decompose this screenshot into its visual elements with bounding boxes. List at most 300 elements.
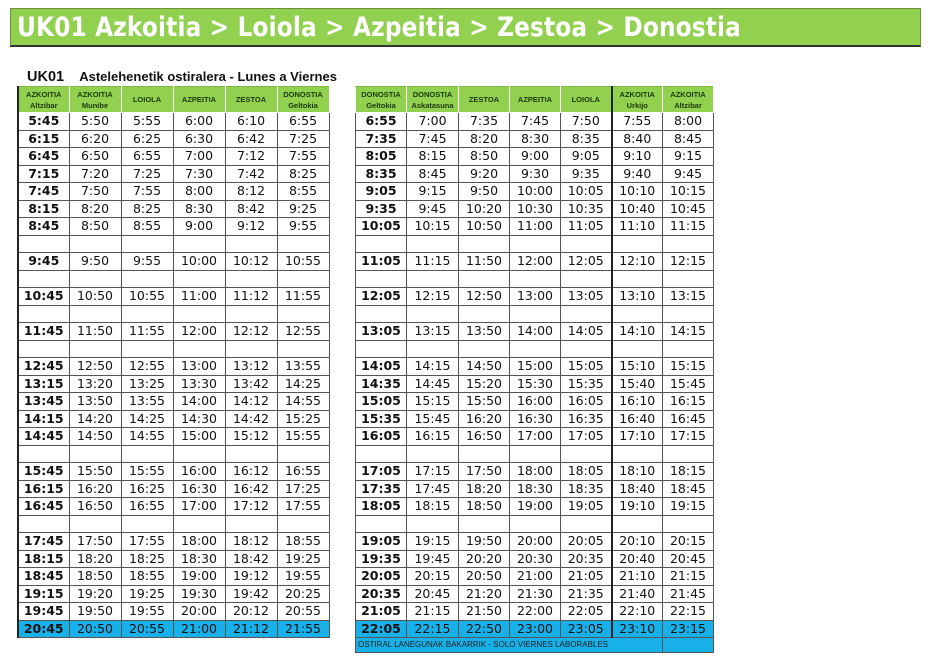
stop-time: 10:00 xyxy=(510,183,561,201)
stop-time: 6:20 xyxy=(69,130,121,148)
timetable-row xyxy=(356,218,714,236)
stop-time: 16:55 xyxy=(277,463,329,481)
stop-time: 22:15 xyxy=(407,620,459,638)
stop-time: 15:12 xyxy=(225,428,277,446)
departure-time: 8:45 xyxy=(18,218,69,236)
departure-time: 8:15 xyxy=(18,200,69,218)
stop-time: 20:35 xyxy=(561,550,612,568)
blank-row xyxy=(356,305,714,323)
stop-time xyxy=(561,235,612,253)
stop-time: 8:40 xyxy=(612,130,663,148)
stop-time: 16:50 xyxy=(459,428,510,446)
stop-time: 15:45 xyxy=(407,410,459,428)
stop-time: 16:12 xyxy=(225,463,277,481)
column-header-donostia-geltokia xyxy=(356,87,407,113)
stop-time: 16:35 xyxy=(561,410,612,428)
stop-time: 8:55 xyxy=(277,183,329,201)
stop-time: 14:50 xyxy=(69,428,121,446)
departure-time: 8:05 xyxy=(356,148,407,166)
departure-time: 12:05 xyxy=(356,288,407,306)
stop-time: 16:55 xyxy=(121,498,173,516)
departure-time: 7:15 xyxy=(18,165,69,183)
timetable-row xyxy=(356,288,714,306)
stop-time xyxy=(612,235,663,253)
timetable-row xyxy=(18,358,329,376)
departure-time: 9:05 xyxy=(356,183,407,201)
stop-time: 12:50 xyxy=(69,358,121,376)
stop-time: 16:25 xyxy=(121,480,173,498)
timetable-row xyxy=(18,480,329,498)
stop-time: 14:20 xyxy=(69,410,121,428)
stop-name: AZKOITIA xyxy=(26,89,62,99)
stop-time xyxy=(510,305,561,323)
stop-time: 13:05 xyxy=(561,288,612,306)
stop-name: DONOSTIA xyxy=(412,89,453,99)
stop-subname: Geltokia xyxy=(366,100,396,110)
inbound-timetable xyxy=(355,86,714,653)
departure-time: 14:45 xyxy=(18,428,69,446)
blank-row xyxy=(18,445,329,463)
stop-time: 11:50 xyxy=(459,253,510,271)
stop-time: 8:50 xyxy=(69,218,121,236)
stop-time xyxy=(121,445,173,463)
departure-time xyxy=(18,340,69,358)
departure-time: 17:05 xyxy=(356,463,407,481)
timetable-row xyxy=(356,113,714,131)
timetable-row xyxy=(18,148,329,166)
stop-time: 15:50 xyxy=(459,393,510,411)
stop-time xyxy=(663,235,714,253)
stop-time: 20:55 xyxy=(121,620,173,638)
timetable-row xyxy=(18,130,329,148)
departure-time: 6:55 xyxy=(356,113,407,131)
stop-time: 7:25 xyxy=(121,165,173,183)
stop-time: 18:00 xyxy=(510,463,561,481)
stop-time: 15:20 xyxy=(459,375,510,393)
stop-time: 8:55 xyxy=(121,218,173,236)
stop-time: 18:10 xyxy=(612,463,663,481)
stop-time: 12:05 xyxy=(561,253,612,271)
departure-time: 14:05 xyxy=(356,358,407,376)
stop-time: 15:35 xyxy=(561,375,612,393)
stop-time: 8:42 xyxy=(225,200,277,218)
stop-time: 9:15 xyxy=(407,183,459,201)
stop-name: AZPEITIA xyxy=(181,95,217,104)
stop-time xyxy=(510,515,561,533)
stop-time: 13:00 xyxy=(173,358,225,376)
stop-time xyxy=(612,515,663,533)
stop-time xyxy=(225,305,277,323)
timetable-row xyxy=(18,498,329,516)
column-header-azpeitia xyxy=(173,87,225,113)
departure-time xyxy=(18,235,69,253)
stop-name: AZKOITIA xyxy=(670,89,706,99)
stop-time: 9:10 xyxy=(612,148,663,166)
departure-time: 13:15 xyxy=(18,375,69,393)
stop-time: 10:45 xyxy=(663,200,714,218)
timetable-row xyxy=(18,620,329,638)
departure-time: 22:05 xyxy=(356,620,407,638)
stop-time: 5:55 xyxy=(121,113,173,131)
stop-time: 18:45 xyxy=(663,480,714,498)
stop-time xyxy=(69,340,121,358)
timetable-row xyxy=(18,375,329,393)
stop-name: DONOSTIA xyxy=(283,89,323,99)
stop-subname: Altzibar xyxy=(674,100,702,110)
stop-time: 20:50 xyxy=(459,568,510,586)
timetable-row xyxy=(18,253,329,271)
stop-time xyxy=(121,340,173,358)
stop-time: 9:55 xyxy=(121,253,173,271)
departure-time: 21:05 xyxy=(356,603,407,621)
stop-time: 14:30 xyxy=(173,410,225,428)
stop-time: 11:05 xyxy=(561,218,612,236)
stop-time: 21:40 xyxy=(612,585,663,603)
stop-name: ZESTOA xyxy=(468,95,500,104)
stop-time: 22:10 xyxy=(612,603,663,621)
stop-subname: Altzibar xyxy=(29,100,58,110)
stop-time xyxy=(69,235,121,253)
timetable-row xyxy=(18,165,329,183)
stop-time: 9:25 xyxy=(277,200,329,218)
timetable-row xyxy=(18,113,329,131)
stop-time: 20:50 xyxy=(69,620,121,638)
blank-row xyxy=(18,515,329,533)
stop-time: 11:00 xyxy=(173,288,225,306)
stop-time: 11:55 xyxy=(121,323,173,341)
stop-time xyxy=(561,305,612,323)
stop-time: 19:00 xyxy=(173,568,225,586)
stop-time: 20:00 xyxy=(173,603,225,621)
departure-time: 11:45 xyxy=(18,323,69,341)
stop-time: 8:45 xyxy=(407,165,459,183)
stop-time: 18:55 xyxy=(277,533,329,551)
departure-time: 14:15 xyxy=(18,410,69,428)
stop-time: 12:55 xyxy=(121,358,173,376)
route-title-bar xyxy=(10,8,921,47)
timetable-row xyxy=(356,463,714,481)
departure-time xyxy=(18,445,69,463)
stop-time: 12:00 xyxy=(173,323,225,341)
stop-time xyxy=(561,340,612,358)
stop-time: 10:12 xyxy=(225,253,277,271)
departure-time: 14:35 xyxy=(356,375,407,393)
departure-time: 6:45 xyxy=(18,148,69,166)
stop-time: 18:05 xyxy=(561,463,612,481)
stop-time xyxy=(407,445,459,463)
stop-time xyxy=(407,235,459,253)
stop-time: 18:35 xyxy=(561,480,612,498)
stop-time xyxy=(225,340,277,358)
stop-name: ZESTOA xyxy=(235,95,267,104)
timetable-row xyxy=(356,183,714,201)
stop-time: 13:15 xyxy=(663,288,714,306)
stop-time: 18:30 xyxy=(510,480,561,498)
stop-name: LOIOLA xyxy=(132,95,162,104)
stop-time: 16:30 xyxy=(510,410,561,428)
stop-time xyxy=(407,270,459,288)
blank-row xyxy=(356,340,714,358)
departure-time: 16:45 xyxy=(18,498,69,516)
inbound-footnote-row xyxy=(356,638,714,653)
stop-time: 14:42 xyxy=(225,410,277,428)
stop-time: 10:55 xyxy=(277,253,329,271)
timetable-row xyxy=(356,148,714,166)
stop-time: 23:15 xyxy=(663,620,714,638)
stop-time xyxy=(277,515,329,533)
departure-time: 10:45 xyxy=(18,288,69,306)
stop-time xyxy=(407,305,459,323)
line-code: UK01 xyxy=(27,69,65,85)
stop-time: 14:00 xyxy=(173,393,225,411)
departure-time: 15:45 xyxy=(18,463,69,481)
stop-time: 12:50 xyxy=(459,288,510,306)
timetable-row xyxy=(18,585,329,603)
stop-time: 11:15 xyxy=(663,218,714,236)
stop-time xyxy=(173,340,225,358)
stop-time: 18:00 xyxy=(173,533,225,551)
stop-time xyxy=(612,305,663,323)
timetable-row xyxy=(356,200,714,218)
stop-time xyxy=(663,445,714,463)
stop-time: 19:50 xyxy=(69,603,121,621)
departure-time: 7:35 xyxy=(356,130,407,148)
stop-time: 7:50 xyxy=(69,183,121,201)
stop-time: 6:42 xyxy=(225,130,277,148)
stop-time: 6:25 xyxy=(121,130,173,148)
stop-time: 18:40 xyxy=(612,480,663,498)
stop-time: 22:50 xyxy=(459,620,510,638)
stop-time: 10:30 xyxy=(510,200,561,218)
stop-time: 13:12 xyxy=(225,358,277,376)
stop-time: 14:45 xyxy=(407,375,459,393)
stop-time: 18:55 xyxy=(121,568,173,586)
stop-time: 13:15 xyxy=(407,323,459,341)
timetable-row xyxy=(18,463,329,481)
stop-time: 12:10 xyxy=(612,253,663,271)
timetable-row xyxy=(356,480,714,498)
stop-time: 7:55 xyxy=(121,183,173,201)
departure-time: 9:45 xyxy=(18,253,69,271)
stop-time: 19:10 xyxy=(612,498,663,516)
stop-time: 18:20 xyxy=(459,480,510,498)
stop-time: 15:00 xyxy=(510,358,561,376)
column-header-donostia-geltokia xyxy=(277,87,329,113)
departure-time: 18:45 xyxy=(18,568,69,586)
stop-time xyxy=(459,340,510,358)
stop-time xyxy=(277,340,329,358)
departure-time: 10:05 xyxy=(356,218,407,236)
stop-time: 18:15 xyxy=(407,498,459,516)
departure-time: 18:05 xyxy=(356,498,407,516)
stop-time xyxy=(612,445,663,463)
stop-time: 13:00 xyxy=(510,288,561,306)
column-header-loiola xyxy=(121,87,173,113)
stop-time xyxy=(510,270,561,288)
departure-time xyxy=(18,270,69,288)
blank-row xyxy=(18,235,329,253)
timetable-row xyxy=(356,410,714,428)
stop-subname: Munibe xyxy=(81,100,109,110)
departure-time: 16:15 xyxy=(18,480,69,498)
stop-time: 8:20 xyxy=(69,200,121,218)
timetable-row xyxy=(18,533,329,551)
stop-time: 15:15 xyxy=(663,358,714,376)
departure-time: 7:45 xyxy=(18,183,69,201)
inbound-body xyxy=(356,113,714,638)
timetable-row xyxy=(356,253,714,271)
stop-time xyxy=(459,270,510,288)
stop-time: 21:20 xyxy=(459,585,510,603)
column-header-azpeitia xyxy=(510,87,561,113)
stop-time: 20:15 xyxy=(663,533,714,551)
stop-time: 18:12 xyxy=(225,533,277,551)
stop-time: 7:00 xyxy=(407,113,459,131)
departure-time: 8:35 xyxy=(356,165,407,183)
outbound-timetable xyxy=(17,86,330,638)
stop-time xyxy=(510,235,561,253)
stop-time: 19:30 xyxy=(173,585,225,603)
departure-time: 11:05 xyxy=(356,253,407,271)
column-header-azkoitia-munibe xyxy=(69,87,121,113)
stop-time: 10:20 xyxy=(459,200,510,218)
blank-row xyxy=(356,445,714,463)
stop-time: 8:20 xyxy=(459,130,510,148)
stop-time: 17:25 xyxy=(277,480,329,498)
stop-time: 19:55 xyxy=(121,603,173,621)
stop-time: 8:15 xyxy=(407,148,459,166)
stop-time: 17:55 xyxy=(277,498,329,516)
stop-time: 9:55 xyxy=(277,218,329,236)
stop-time: 18:15 xyxy=(663,463,714,481)
stop-time: 16:30 xyxy=(173,480,225,498)
stop-time xyxy=(561,445,612,463)
stop-time xyxy=(173,235,225,253)
blank-row xyxy=(356,270,714,288)
stop-time xyxy=(663,305,714,323)
stop-time: 21:15 xyxy=(407,603,459,621)
stop-time: 19:12 xyxy=(225,568,277,586)
stop-time: 7:42 xyxy=(225,165,277,183)
stop-time: 18:50 xyxy=(69,568,121,586)
timetable-row xyxy=(18,568,329,586)
stop-time: 16:40 xyxy=(612,410,663,428)
stop-time xyxy=(69,515,121,533)
stop-time: 23:05 xyxy=(561,620,612,638)
column-header-zestoa xyxy=(225,87,277,113)
stop-time: 17:50 xyxy=(69,533,121,551)
blank-row xyxy=(18,305,329,323)
stop-time: 14:05 xyxy=(561,323,612,341)
blank-row xyxy=(18,340,329,358)
stop-time: 15:55 xyxy=(121,463,173,481)
stop-time: 22:00 xyxy=(510,603,561,621)
stop-time xyxy=(225,235,277,253)
stop-time: 13:50 xyxy=(459,323,510,341)
stop-time: 10:05 xyxy=(561,183,612,201)
blank-row xyxy=(18,270,329,288)
schedule-subtitle xyxy=(27,69,337,85)
departure-time xyxy=(356,515,407,533)
stop-time: 14:25 xyxy=(277,375,329,393)
stop-time: 9:45 xyxy=(407,200,459,218)
stop-time: 10:10 xyxy=(612,183,663,201)
stop-time: 13:42 xyxy=(225,375,277,393)
stop-time: 16:15 xyxy=(663,393,714,411)
stop-time: 6:55 xyxy=(121,148,173,166)
stop-time xyxy=(407,340,459,358)
departure-time xyxy=(356,235,407,253)
stop-time xyxy=(663,270,714,288)
timetable-row xyxy=(18,288,329,306)
stop-time: 19:00 xyxy=(510,498,561,516)
stop-time: 9:12 xyxy=(225,218,277,236)
stop-time: 7:20 xyxy=(69,165,121,183)
stop-time: 13:10 xyxy=(612,288,663,306)
stop-time xyxy=(561,270,612,288)
stop-time xyxy=(459,445,510,463)
departure-time: 17:45 xyxy=(18,533,69,551)
stop-time: 9:00 xyxy=(173,218,225,236)
stop-name: DONOSTIA xyxy=(361,89,401,99)
stop-time: 17:15 xyxy=(663,428,714,446)
stop-time: 16:42 xyxy=(225,480,277,498)
stop-time: 8:30 xyxy=(510,130,561,148)
outbound-body xyxy=(18,113,329,638)
stop-time: 21:05 xyxy=(561,568,612,586)
departure-time: 19:05 xyxy=(356,533,407,551)
stop-time xyxy=(277,235,329,253)
departure-time xyxy=(356,445,407,463)
column-header-zestoa xyxy=(459,87,510,113)
stop-time: 20:10 xyxy=(612,533,663,551)
timetable-row xyxy=(356,620,714,638)
departure-time xyxy=(18,305,69,323)
friday-only-footnote: OSTIRAL LANEGUNAK BAKARRIK - SOLO VIERNES LABORABLES xyxy=(356,638,663,653)
stop-time: 19:50 xyxy=(459,533,510,551)
stop-time: 16:00 xyxy=(173,463,225,481)
departure-time: 13:05 xyxy=(356,323,407,341)
stop-time: 9:50 xyxy=(69,253,121,271)
stop-time: 22:15 xyxy=(663,603,714,621)
stop-time: 16:20 xyxy=(69,480,121,498)
stop-time: 6:10 xyxy=(225,113,277,131)
stop-name: AZPEITIA xyxy=(517,95,553,104)
stop-time: 9:40 xyxy=(612,165,663,183)
stop-time: 16:15 xyxy=(407,428,459,446)
stop-time: 21:30 xyxy=(510,585,561,603)
stop-time: 8:25 xyxy=(277,165,329,183)
stop-time: 19:42 xyxy=(225,585,277,603)
timetable-row xyxy=(356,585,714,603)
stop-time: 16:05 xyxy=(561,393,612,411)
stop-time: 11:55 xyxy=(277,288,329,306)
stop-time: 19:25 xyxy=(277,550,329,568)
stop-time: 14:12 xyxy=(225,393,277,411)
footnote-empty-cell xyxy=(663,638,714,653)
stop-time: 19:20 xyxy=(69,585,121,603)
stop-time xyxy=(612,270,663,288)
column-header-loiola xyxy=(561,87,612,113)
timetable-row xyxy=(18,218,329,236)
stop-time: 20:15 xyxy=(407,568,459,586)
stop-time: 10:15 xyxy=(407,218,459,236)
stop-time: 9:30 xyxy=(510,165,561,183)
stop-time: 8:35 xyxy=(561,130,612,148)
timetable-row xyxy=(356,568,714,586)
stop-time xyxy=(459,235,510,253)
service-days: Astelehenetik ostiralera - Lunes a Viernes xyxy=(79,69,337,84)
